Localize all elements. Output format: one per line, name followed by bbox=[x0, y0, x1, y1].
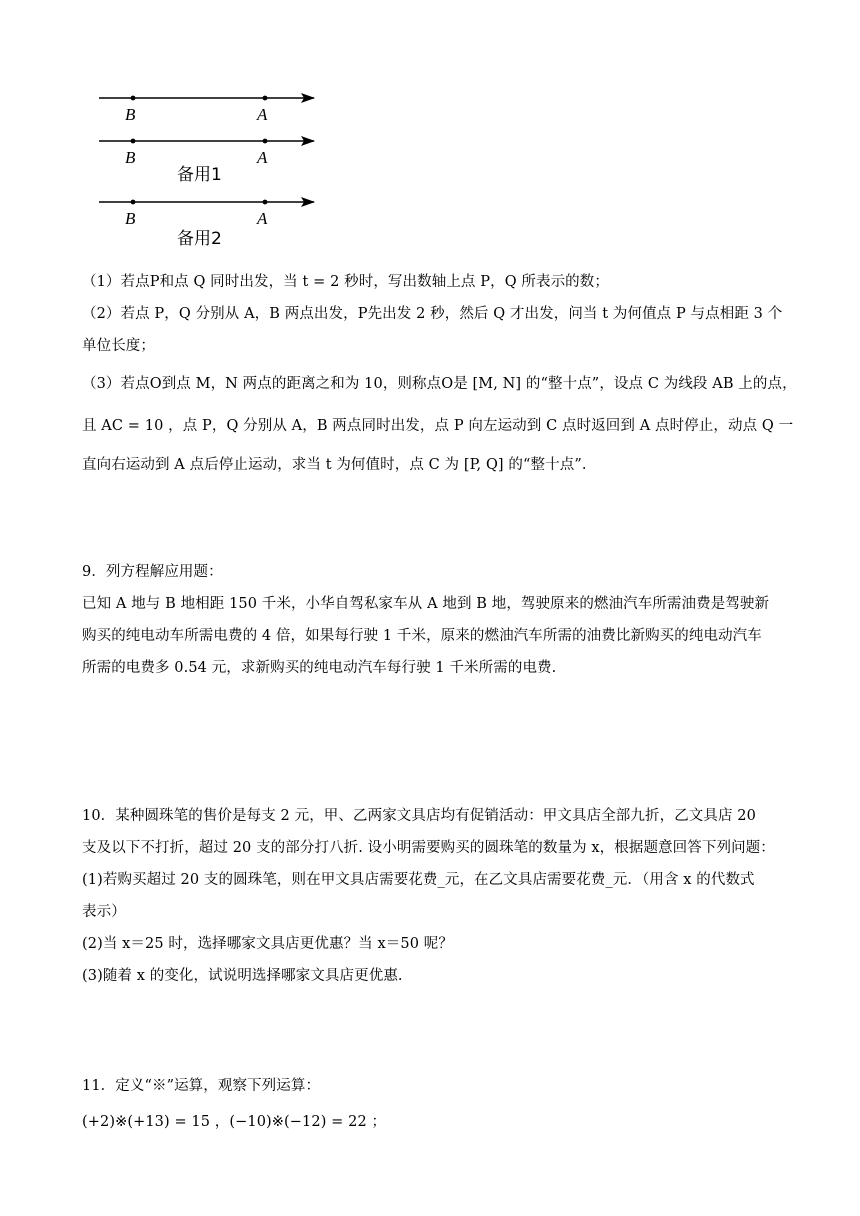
q10-line2: 支及以下不打折，超过 20 支的部分打八折. 设小明需要购买的圆珠笔的数量为 x，根据题意回答下列问题： bbox=[82, 840, 775, 856]
q8-sub1: （1）若点P和点 Q 同时出发，当 t = 2 秒时，写出数轴上点 P，Q 所表示的数； bbox=[82, 274, 609, 290]
q8-sub2-line1: （2）若点 P，Q 分别从 A，B 两点出发，P先出发 2 秒，然后 Q 才出发，问当 t 为何值点 P 与点相距 3 个 bbox=[82, 306, 783, 322]
q8-sub3-line2: 且 AC = 10 ，点 P，Q 分别从 A，B 两点同时出发，点 P 向左运动到 C 点时返回到 A 点时停止，动点 Q 一 bbox=[82, 418, 794, 434]
label-a: A bbox=[257, 105, 268, 124]
number-line-main bbox=[99, 96, 314, 101]
q9-line1: 已知 A 地与 B 地相距 150 千米，小华自驾私家车从 A 地到 B 地，驾驶原来的燃油汽车所需油费是驾驶新 bbox=[82, 596, 770, 612]
caption-spare-2: 备用2 bbox=[177, 229, 222, 249]
q9-title: 9．列方程解应用题： bbox=[82, 564, 223, 580]
point-a-dot bbox=[263, 139, 268, 144]
q10-line6: (3)随着 x 的变化，试说明选择哪家文具店更优惠. bbox=[82, 968, 403, 984]
label-b: B bbox=[125, 148, 136, 167]
q10-line3: (1)若购买超过 20 支的圆珠笔，则在甲文具店需要花费_元，在乙文具店需要花费_元．（用含 x 的代数式 bbox=[82, 872, 755, 888]
q11-title: 11．定义“※”运算，观察下列运算： bbox=[82, 1078, 321, 1094]
point-b-dot bbox=[131, 139, 136, 144]
caption-spare-1: 备用1 bbox=[177, 165, 222, 185]
q10-line4: 表示） bbox=[82, 904, 126, 920]
q9-line3: 所需的电费多 0.54 元，求新购买的纯电动汽车每行驶 1 千米所需的电费. bbox=[82, 660, 557, 676]
number-line-spare-2 bbox=[99, 200, 314, 205]
q8-sub2-line2: 单位长度； bbox=[82, 338, 155, 354]
point-b-dot bbox=[131, 96, 136, 101]
point-a-dot bbox=[263, 96, 268, 101]
label-b: B bbox=[125, 209, 136, 228]
point-a-dot bbox=[263, 200, 268, 205]
point-b-dot bbox=[131, 200, 136, 205]
q10-line5: (2)当 x＝25 时，选择哪家文具店更优惠？当 x＝50 呢？ bbox=[82, 936, 453, 952]
label-b: B bbox=[125, 105, 136, 124]
number-line-spare-1 bbox=[99, 139, 314, 144]
q10-line1: 10．某种圆珠笔的售价是每支 2 元，甲、乙两家文具店均有促销活动：甲文具店全部九折，乙文具店 20 bbox=[82, 808, 756, 824]
number-line-diagram bbox=[92, 82, 332, 257]
q8-sub3-line3: 直向右运动到 A 点后停止运动，求当 t 为何值时，点 C 为 [P, Q] 的“整十点”. bbox=[82, 457, 587, 473]
label-a: A bbox=[257, 148, 268, 167]
q9-line2: 购买的纯电动车所需电费的 4 倍，如果每行驶 1 千米，原来的燃油汽车所需的油费比新购买的纯电动汽车 bbox=[82, 628, 762, 644]
label-a: A bbox=[257, 209, 268, 228]
q8-sub3-line1: （3）若点O到点 M，N 两点的距离之和为 10，则称点O是 [M, N] 的“整十点”，设点 C 为线段 AB 上的点， bbox=[82, 376, 797, 392]
q11-line1: (+2)※(+13) = 15 ，(−10)※(−12) = 22 ； bbox=[82, 1114, 387, 1130]
number-lines-svg bbox=[92, 82, 332, 257]
